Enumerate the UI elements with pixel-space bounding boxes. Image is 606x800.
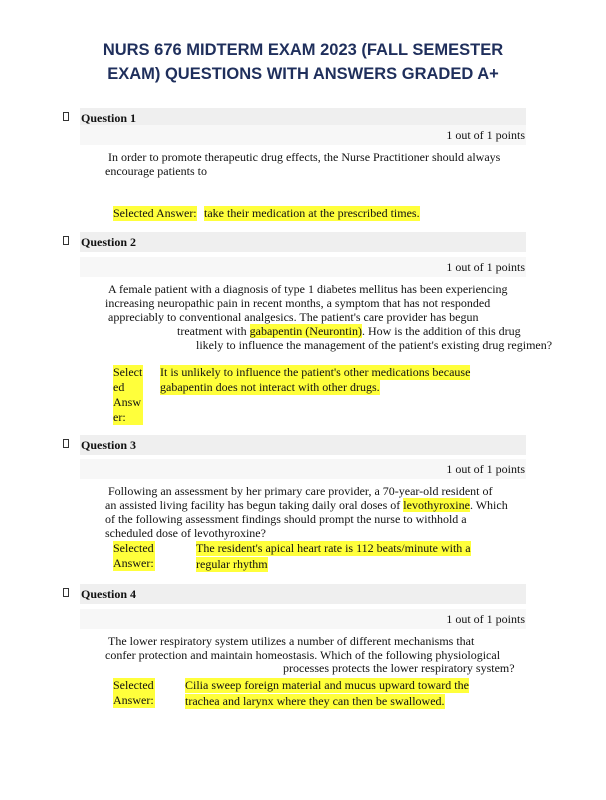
question-3-selected-answer: regular rhythm	[196, 557, 268, 571]
question-1-title: Question 1	[81, 111, 137, 125]
question-1-selected-label: Selected Answer:	[113, 206, 197, 220]
question-marker-icon	[63, 588, 69, 597]
question-marker-icon	[63, 236, 69, 245]
title-line-1: NURS 676 MIDTERM EXAM 2023 (FALL SEMESTER	[102, 41, 504, 59]
document-title	[60, 38, 546, 86]
question-3-selected-label: Selected Answer:	[113, 541, 154, 570]
question-3-text-line: scheduled dose of levothyroxine?	[105, 526, 266, 540]
question-3-header[interactable]	[80, 435, 526, 455]
question-2-text-line: appreciably to conventional analgesics. The patient's care provider has begun	[108, 310, 479, 324]
question-2-points: 1 out of 1 points	[80, 257, 526, 277]
drug-name-highlight: gabapentin (Neurontin)	[249, 324, 362, 338]
question-1-points: 1 out of 1 points	[80, 125, 526, 145]
title-line-2: EXAM) QUESTIONS WITH ANSWERS GRADED A+	[107, 65, 499, 83]
question-4-selected-label: Selected Answer:	[113, 678, 154, 707]
question-2-selected-label: Select ed Answ er:	[113, 365, 143, 424]
question-4-selected-answer: Cilia sweep foreign material and mucus upward toward the	[185, 678, 469, 692]
question-marker-icon	[63, 112, 69, 121]
question-1-selected-answer: take their medication at the prescribed times.	[204, 206, 420, 220]
question-4-points: 1 out of 1 points	[80, 609, 526, 629]
drug-name-highlight: levothyroxine	[403, 498, 470, 512]
question-1-text-line: In order to promote therapeutic drug effects, the Nurse Practitioner should always	[108, 150, 501, 164]
question-2-text-line: treatment with gabapentin (Neurontin). How is the addition of this drug	[177, 324, 521, 338]
question-marker-icon	[63, 439, 69, 448]
question-1-text-line: encourage patients to	[105, 164, 207, 178]
question-4-text-line: processes protects the lower respiratory system?	[283, 661, 515, 675]
question-3-title: Question 3	[81, 438, 137, 452]
question-2-selected-answer: It is unlikely to influence the patient's other medications because	[160, 365, 471, 379]
question-4-text-line: confer protection and maintain homeostasis. Which of the following physiological	[105, 648, 501, 662]
question-2-selected-answer: gabapentin does not interact with other drugs.	[160, 380, 380, 394]
question-3-selected-answer: The resident's apical heart rate is 112 beats/minute with a	[196, 541, 471, 555]
question-4-header[interactable]	[80, 584, 526, 604]
question-3-text-line: Following an assessment by her primary care provider, a 70-year-old resident of	[108, 484, 493, 498]
question-3-text-line: an assisted living facility has begun taking daily oral doses of levothyroxine. Which	[105, 498, 508, 512]
question-4-selected-answer: trachea and larynx where they can then be swallowed.	[185, 694, 445, 708]
question-2-text-line: likely to influence the management of the patient's existing drug regimen?	[196, 338, 553, 352]
question-2-header[interactable]	[80, 232, 526, 252]
question-2-title: Question 2	[81, 235, 137, 249]
question-2-text-line: A female patient with a diagnosis of type 1 diabetes mellitus has been experiencing	[108, 282, 508, 296]
question-4-text-line: The lower respiratory system utilizes a number of different mechanisms that	[108, 634, 475, 648]
question-2-text-line: increasing neuropathic pain in recent months, a symptom that has not responded	[105, 296, 491, 310]
question-4-title: Question 4	[81, 587, 137, 601]
question-3-text-line: of the following assessment findings should prompt the nurse to withhold a	[105, 512, 467, 526]
question-3-points: 1 out of 1 points	[80, 459, 526, 479]
